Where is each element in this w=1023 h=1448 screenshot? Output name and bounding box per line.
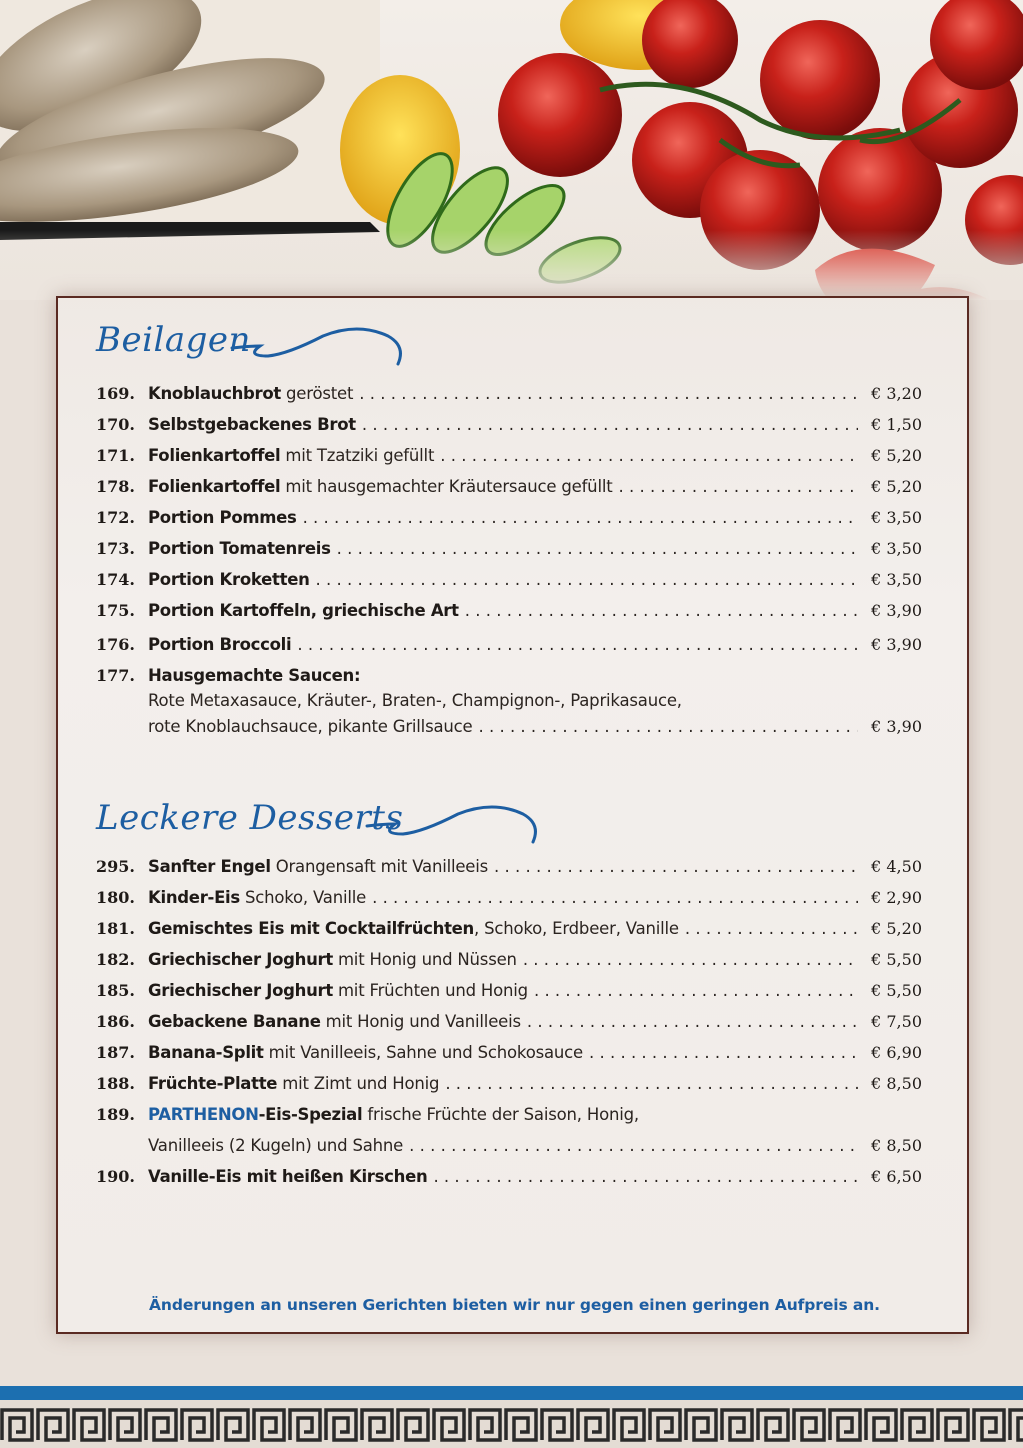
item-name: Knoblauchbrot	[148, 384, 282, 403]
menu-item-row	[96, 950, 922, 976]
menu-item-row	[96, 508, 922, 534]
item-name: Folienkartoffel	[148, 446, 281, 465]
item-name: Portion Tomatenreis	[148, 539, 331, 558]
menu-item-row	[96, 981, 922, 1007]
meander-tile	[794, 1410, 824, 1440]
item-price: € 3,90	[871, 635, 922, 654]
dot-leader	[494, 857, 858, 876]
section-title-beilagen: Beilagen	[96, 320, 251, 360]
item-name: Portion Kartoffeln, griechische Art	[148, 601, 459, 620]
footer-blue-bar	[0, 1386, 1023, 1400]
item-number: 185.	[96, 981, 135, 1000]
menu-item-row	[96, 601, 922, 627]
item-price: € 3,90	[871, 601, 922, 620]
dot-leader	[440, 446, 858, 465]
swoosh-ornament	[363, 802, 543, 847]
meander-tile	[722, 1410, 752, 1440]
item-name: Gebackene Banane	[148, 1012, 321, 1031]
item-number: 189.	[96, 1105, 135, 1124]
item-number: 190.	[96, 1167, 135, 1186]
dot-leader	[523, 950, 858, 969]
dot-leader	[362, 415, 858, 434]
menu-item-row	[96, 1167, 922, 1193]
menu-item-row	[96, 477, 922, 503]
meander-tile	[974, 1410, 1004, 1440]
dot-leader	[337, 539, 858, 558]
meander-tile	[470, 1410, 500, 1440]
item-price: € 3,90	[871, 717, 922, 736]
dot-leader	[445, 1074, 858, 1093]
dot-leader	[534, 981, 858, 1000]
item-name: -Eis-Spezial	[258, 1105, 363, 1124]
item-price: € 7,50	[871, 1012, 922, 1031]
item-name: Gemischtes Eis mit Cocktailfrüchten	[148, 919, 474, 938]
item-description: Vanilleeis (2 Kugeln) und Sahne	[148, 1136, 404, 1155]
dot-leader	[372, 888, 858, 907]
menu-item-row	[96, 384, 922, 410]
footer-greek-key-border	[0, 1400, 1023, 1448]
menu-item-row	[96, 919, 922, 945]
brand-name: PARTHENON	[148, 1105, 259, 1124]
item-price: € 5,50	[871, 981, 922, 1000]
item-number: 176.	[96, 635, 135, 654]
item-number: 187.	[96, 1043, 135, 1062]
item-description: geröstet	[286, 384, 354, 403]
item-number: 186.	[96, 1012, 135, 1031]
item-number: 295.	[96, 857, 135, 876]
meander-tile	[542, 1410, 572, 1440]
dot-leader	[685, 919, 858, 938]
menu-item-row	[96, 635, 922, 661]
dot-leader	[433, 1167, 858, 1186]
item-number: 172.	[96, 508, 135, 527]
meander-tile	[434, 1410, 464, 1440]
item-price: € 6,50	[871, 1167, 922, 1186]
meander-tile	[614, 1410, 644, 1440]
item-name: Portion Pommes	[148, 508, 297, 527]
meander-tile	[146, 1410, 176, 1440]
item-price: € 8,50	[871, 1074, 922, 1093]
dot-leader	[316, 570, 858, 589]
item-number: 169.	[96, 384, 135, 403]
item-name: Folienkartoffel	[148, 477, 281, 496]
item-description: mit Tzatziki gefüllt	[285, 446, 435, 465]
meander-tile	[218, 1410, 248, 1440]
menu-item-row	[96, 446, 922, 472]
menu-item-row	[96, 570, 922, 596]
meander-tile	[902, 1410, 932, 1440]
item-name: Griechischer Joghurt	[148, 981, 333, 1000]
item-number: 175.	[96, 601, 135, 620]
meander-tile	[830, 1410, 860, 1440]
item-number: 188.	[96, 1074, 135, 1093]
item-description: mit Honig und Vanilleeis	[325, 1012, 521, 1031]
meander-tile	[38, 1410, 68, 1440]
dot-leader	[589, 1043, 858, 1062]
item-price: € 3,50	[871, 508, 922, 527]
item-number: 170.	[96, 415, 135, 434]
dot-leader	[303, 508, 858, 527]
dot-leader	[618, 477, 858, 496]
meander-tile	[182, 1410, 212, 1440]
dot-leader	[409, 1136, 858, 1155]
dot-leader	[465, 601, 858, 620]
item-number: 174.	[96, 570, 135, 589]
meander-tile	[362, 1410, 392, 1440]
menu-item-row	[96, 857, 922, 883]
menu-item-row	[96, 539, 922, 565]
menu-item-row	[96, 415, 922, 441]
meander-tile	[578, 1410, 608, 1440]
item-price: € 3,20	[871, 384, 922, 403]
item-description: mit Zimt und Honig	[282, 1074, 440, 1093]
item-name: Banana-Split	[148, 1043, 264, 1062]
item-price: € 8,50	[871, 1136, 922, 1155]
meander-tile	[2, 1410, 32, 1440]
item-number: 180.	[96, 888, 135, 907]
menu-item-row	[96, 666, 922, 692]
meander-tile	[254, 1410, 284, 1440]
meander-tile	[326, 1410, 356, 1440]
dot-leader	[359, 384, 858, 403]
menu-item-row	[96, 1105, 922, 1131]
item-price: € 5,20	[871, 446, 922, 465]
item-name: Portion Broccoli	[148, 635, 292, 654]
item-name: Selbstgebackenes Brot	[148, 415, 356, 434]
meander-tile	[74, 1410, 104, 1440]
item-name: Kinder-Eis	[148, 888, 240, 907]
header-food-photo	[0, 0, 1023, 300]
item-price: € 2,90	[871, 888, 922, 907]
dot-leader	[297, 635, 858, 654]
item-description: mit hausgemachter Kräutersauce gefüllt	[285, 477, 613, 496]
item-price: € 5,20	[871, 919, 922, 938]
section-title-desserts: Leckere Desserts	[96, 798, 404, 838]
menu-item-row	[96, 888, 922, 914]
item-detail-line: Rote Metaxasauce, Kräuter-, Braten-, Champignon-, Paprikasauce,	[148, 691, 682, 710]
item-number: 182.	[96, 950, 135, 969]
meander-tile	[758, 1410, 788, 1440]
dot-leader	[478, 717, 858, 736]
item-detail-line	[148, 717, 922, 743]
item-number: 173.	[96, 539, 135, 558]
item-description: mit Früchten und Honig	[337, 981, 528, 1000]
item-price: € 5,20	[871, 477, 922, 496]
meander-tile	[506, 1410, 536, 1440]
item-name: Vanille-Eis mit heißen Kirschen	[148, 1167, 428, 1186]
meander-tile	[866, 1410, 896, 1440]
item-price: € 3,50	[871, 570, 922, 589]
item-number: 178.	[96, 477, 135, 496]
menu-item-row	[96, 1012, 922, 1038]
meander-tile	[398, 1410, 428, 1440]
item-price: € 6,90	[871, 1043, 922, 1062]
item-description: frische Früchte der Saison, Honig,	[367, 1105, 639, 1124]
meander-tile	[1010, 1410, 1023, 1440]
item-description: mit Vanilleeis, Sahne und Schokosauce	[268, 1043, 583, 1062]
item-name: Sanfter Engel	[148, 857, 271, 876]
item-name: Hausgemachte Saucen:	[148, 666, 361, 685]
item-price: € 5,50	[871, 950, 922, 969]
item-number: 181.	[96, 919, 135, 938]
dot-leader	[527, 1012, 858, 1031]
item-name: Portion Kroketten	[148, 570, 310, 589]
item-description: , Schoko, Erdbeer, Vanille	[474, 919, 679, 938]
swoosh-ornament	[228, 324, 408, 369]
meander-tile	[290, 1410, 320, 1440]
meander-tile	[686, 1410, 716, 1440]
item-number: 177.	[96, 666, 135, 685]
meander-tile	[938, 1410, 968, 1440]
item-price: € 1,50	[871, 415, 922, 434]
item-description: Schoko, Vanille	[244, 888, 367, 907]
meander-tile	[110, 1410, 140, 1440]
item-description: rote Knoblauchsauce, pikante Grillsauce	[148, 717, 473, 736]
item-price: € 4,50	[871, 857, 922, 876]
item-detail-line	[148, 1136, 922, 1162]
item-name: Früchte-Platte	[148, 1074, 278, 1093]
item-price: € 3,50	[871, 539, 922, 558]
item-description: Orangensaft mit Vanilleeis	[275, 857, 489, 876]
item-number: 171.	[96, 446, 135, 465]
meander-tile	[650, 1410, 680, 1440]
item-name: Griechischer Joghurt	[148, 950, 333, 969]
menu-item-row	[96, 1043, 922, 1069]
price-change-notice: Änderungen an unseren Gerichten bieten wir nur gegen einen geringen Aufpreis an.	[149, 1296, 880, 1314]
menu-item-row	[96, 1074, 922, 1100]
item-description: mit Honig und Nüssen	[337, 950, 517, 969]
